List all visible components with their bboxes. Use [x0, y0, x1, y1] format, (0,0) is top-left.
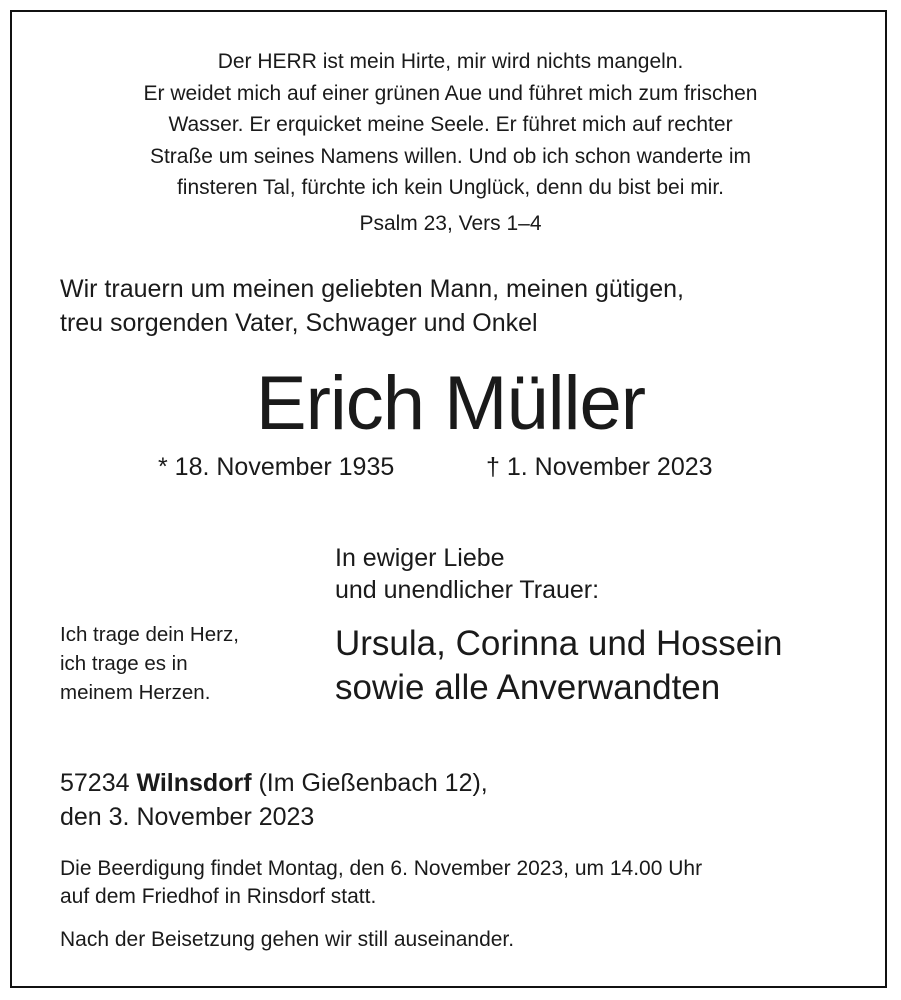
mourners-line: sowie alle Anverwandten — [335, 668, 721, 707]
intro-line: treu sorgenden Vater, Schwager und Onkel — [60, 309, 538, 337]
farewell-line: und unendlicher Trauer: — [335, 576, 600, 604]
postal-code: 57234 — [60, 769, 130, 797]
address-block — [60, 766, 488, 834]
mourners-names — [335, 622, 782, 710]
death-date: † 1. November 2023 — [486, 453, 713, 481]
heart-quote — [60, 620, 239, 707]
quote-line: meinem Herzen. — [60, 681, 211, 704]
deceased-name: Erich Müller — [255, 361, 646, 446]
farewell-text — [335, 542, 599, 606]
town-name: Wilnsdorf — [136, 769, 252, 797]
psalm-line: finsteren Tal, fürchte ich kein Unglück, denn du bist bei mir. — [176, 176, 725, 199]
farewell-line: In ewiger Liebe — [335, 544, 505, 572]
address-date: den 3. November 2023 — [60, 803, 315, 831]
mourners-line: Ursula, Corinna und Hossein — [335, 624, 783, 663]
quote-line: ich trage es in — [60, 652, 188, 675]
street: (Im Gießenbach 12), — [258, 769, 488, 797]
intro-line: Wir trauern um meinen geliebten Mann, meinen gütigen, — [60, 275, 684, 303]
psalm-line: Wasser. Er erquicket meine Seele. Er führet mich auf rechter — [168, 113, 733, 136]
psalm-line: Straße um seines Namens willen. Und ob ich schon wanderte im — [149, 144, 752, 168]
psalm-line: Er weidet mich auf einer grünen Aue und führet mich zum frischen — [143, 81, 758, 105]
mourning-intro — [60, 272, 684, 340]
funeral-line: auf dem Friedhof in Rinsdorf statt. — [60, 885, 377, 908]
address-line — [60, 766, 488, 800]
quote-line: Ich trage dein Herz, — [60, 623, 239, 646]
psalm-reference: Psalm 23, Vers 1–4 — [359, 212, 542, 235]
funeral-info — [60, 855, 702, 911]
psalm-quote — [0, 46, 901, 204]
closing-note: Nach der Beisetzung gehen wir still auseinander. — [60, 928, 515, 951]
psalm-line: Der HERR ist mein Hirte, mir wird nichts mangeln. — [217, 50, 684, 73]
funeral-line: Die Beerdigung findet Montag, den 6. November 2023, um 14.00 Uhr — [60, 857, 703, 880]
birth-date: * 18. November 1935 — [158, 453, 395, 481]
